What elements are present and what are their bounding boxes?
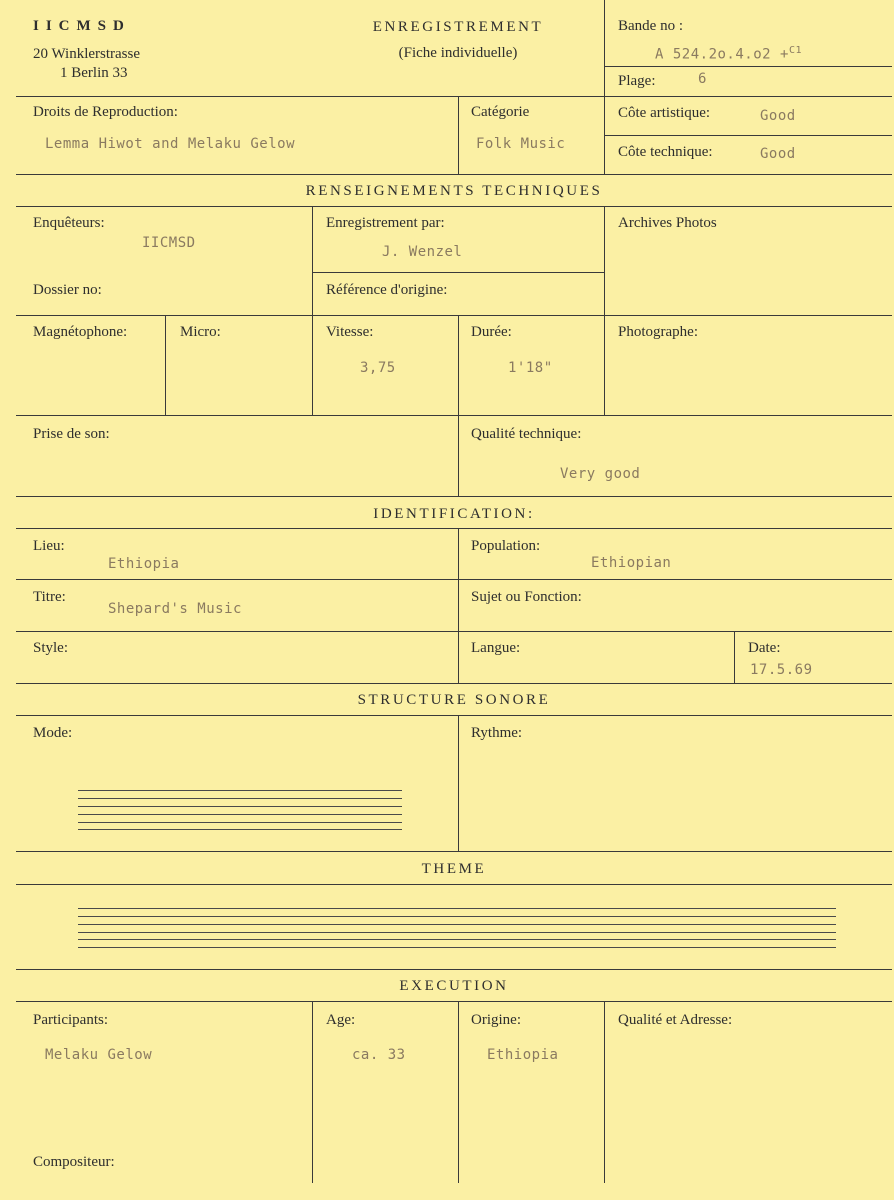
style-label: Style: bbox=[33, 640, 69, 656]
divider bbox=[165, 315, 166, 416]
photographe-label: Photographe: bbox=[618, 324, 698, 340]
participants-label: Participants: bbox=[33, 1012, 108, 1028]
duree-label: Durée: bbox=[471, 324, 512, 340]
theme-staff-line bbox=[78, 932, 836, 933]
theme-staff-line bbox=[78, 939, 836, 940]
divider bbox=[16, 315, 892, 316]
qualite-technique-label: Qualité technique: bbox=[471, 426, 582, 442]
section-title-theme: THEME bbox=[421, 861, 487, 877]
plage-value: 6 bbox=[698, 71, 707, 87]
divider bbox=[604, 0, 605, 175]
mode-staff-line bbox=[78, 798, 402, 799]
duree-value: 1'18" bbox=[508, 360, 553, 376]
enqueteurs-value: IICMSD bbox=[142, 235, 196, 251]
titre-value: Shepard's Music bbox=[108, 601, 242, 617]
cote-technique-label: Côte technique: bbox=[618, 144, 713, 160]
divider bbox=[16, 496, 892, 497]
divider bbox=[16, 415, 892, 416]
divider bbox=[312, 1001, 313, 1183]
card-title: ENREGISTREMENT bbox=[372, 19, 544, 35]
divider bbox=[16, 851, 892, 852]
divider bbox=[312, 272, 604, 273]
divider bbox=[734, 631, 735, 684]
theme-staff-line bbox=[78, 947, 836, 948]
divider bbox=[458, 415, 459, 497]
date-label: Date: bbox=[748, 640, 781, 656]
droits-value: Lemma Hiwot and Melaku Gelow bbox=[45, 136, 296, 152]
reference-label: Référence d'origine: bbox=[326, 282, 448, 298]
divider bbox=[604, 1001, 605, 1183]
origine-value: Ethiopia bbox=[487, 1047, 559, 1063]
cote-artistique-label: Côte artistique: bbox=[618, 105, 711, 121]
section-title-identification: IDENTIFICATION: bbox=[373, 506, 535, 522]
address-line-2: 1 Berlin 33 bbox=[60, 65, 128, 81]
population-label: Population: bbox=[471, 538, 541, 554]
participants-value: Melaku Gelow bbox=[45, 1047, 153, 1063]
divider bbox=[16, 715, 892, 716]
enregistrement-par-label: Enregistrement par: bbox=[326, 215, 445, 231]
age-label: Age: bbox=[326, 1012, 356, 1028]
lieu-value: Ethiopia bbox=[108, 556, 180, 572]
population-value: Ethiopian bbox=[591, 555, 672, 571]
vitesse-label: Vitesse: bbox=[326, 324, 374, 340]
plage-label: Plage: bbox=[618, 73, 656, 89]
sujet-label: Sujet ou Fonction: bbox=[471, 589, 582, 605]
divider bbox=[458, 315, 459, 416]
divider bbox=[16, 884, 892, 885]
compositeur-label: Compositeur: bbox=[33, 1154, 115, 1170]
divider bbox=[604, 135, 892, 136]
mode-staff-line bbox=[78, 822, 402, 823]
mode-staff-line bbox=[78, 814, 402, 815]
divider bbox=[16, 96, 892, 97]
qualite-technique-value: Very good bbox=[560, 466, 641, 482]
divider bbox=[312, 206, 313, 416]
date-value: 17.5.69 bbox=[750, 662, 813, 678]
micro-label: Micro: bbox=[180, 324, 221, 340]
section-title-technique: RENSEIGNEMENTS TECHNIQUES bbox=[305, 183, 603, 199]
mode-staff-line bbox=[78, 806, 402, 807]
enregistrement-par-value: J. Wenzel bbox=[382, 244, 463, 260]
section-title-execution: EXECUTION bbox=[399, 978, 509, 994]
section-title-structure: STRUCTURE SONORE bbox=[357, 692, 551, 708]
dossier-label: Dossier no: bbox=[33, 282, 102, 298]
divider bbox=[16, 1001, 892, 1002]
cote-artistique-value: Good bbox=[760, 108, 796, 124]
lieu-label: Lieu: bbox=[33, 538, 65, 554]
divider bbox=[16, 579, 892, 580]
divider bbox=[458, 96, 459, 175]
org-logo: IICMSD bbox=[33, 18, 131, 34]
archives-photos-label: Archives Photos bbox=[618, 215, 717, 231]
origine-label: Origine: bbox=[471, 1012, 521, 1028]
mode-staff-line bbox=[78, 829, 402, 830]
divider bbox=[16, 631, 892, 632]
titre-label: Titre: bbox=[33, 589, 66, 605]
rythme-label: Rythme: bbox=[471, 725, 523, 741]
card-subtitle: (Fiche individuelle) bbox=[398, 45, 518, 61]
mode-label: Mode: bbox=[33, 725, 73, 741]
mode-staff-line bbox=[78, 790, 402, 791]
langue-label: Langue: bbox=[471, 640, 521, 656]
divider bbox=[458, 1001, 459, 1183]
divider bbox=[604, 66, 892, 67]
divider bbox=[16, 174, 892, 175]
divider bbox=[16, 528, 892, 529]
age-value: ca. 33 bbox=[352, 1047, 406, 1063]
divider bbox=[16, 206, 892, 207]
divider bbox=[16, 969, 892, 970]
address-line-1: 20 Winklerstrasse bbox=[33, 46, 141, 62]
divider bbox=[458, 528, 459, 684]
bande-value: A 524.2o.4.o2 +$^{C1}$ bbox=[655, 45, 802, 63]
categorie-value: Folk Music bbox=[476, 136, 566, 152]
theme-staff-line bbox=[78, 924, 836, 925]
cote-technique-value: Good bbox=[760, 146, 796, 162]
qualite-adresse-label: Qualité et Adresse: bbox=[618, 1012, 733, 1028]
theme-staff-line bbox=[78, 916, 836, 917]
vitesse-value: 3,75 bbox=[360, 360, 396, 376]
magnetophone-label: Magnétophone: bbox=[33, 324, 128, 340]
divider bbox=[458, 715, 459, 852]
theme-staff-line bbox=[78, 908, 836, 909]
divider bbox=[16, 683, 892, 684]
enqueteurs-label: Enquêteurs: bbox=[33, 215, 105, 231]
bande-label: Bande no : bbox=[618, 18, 683, 34]
droits-label: Droits de Reproduction: bbox=[33, 104, 178, 120]
divider bbox=[604, 206, 605, 416]
categorie-label: Catégorie bbox=[471, 104, 530, 120]
prise-de-son-label: Prise de son: bbox=[33, 426, 110, 442]
